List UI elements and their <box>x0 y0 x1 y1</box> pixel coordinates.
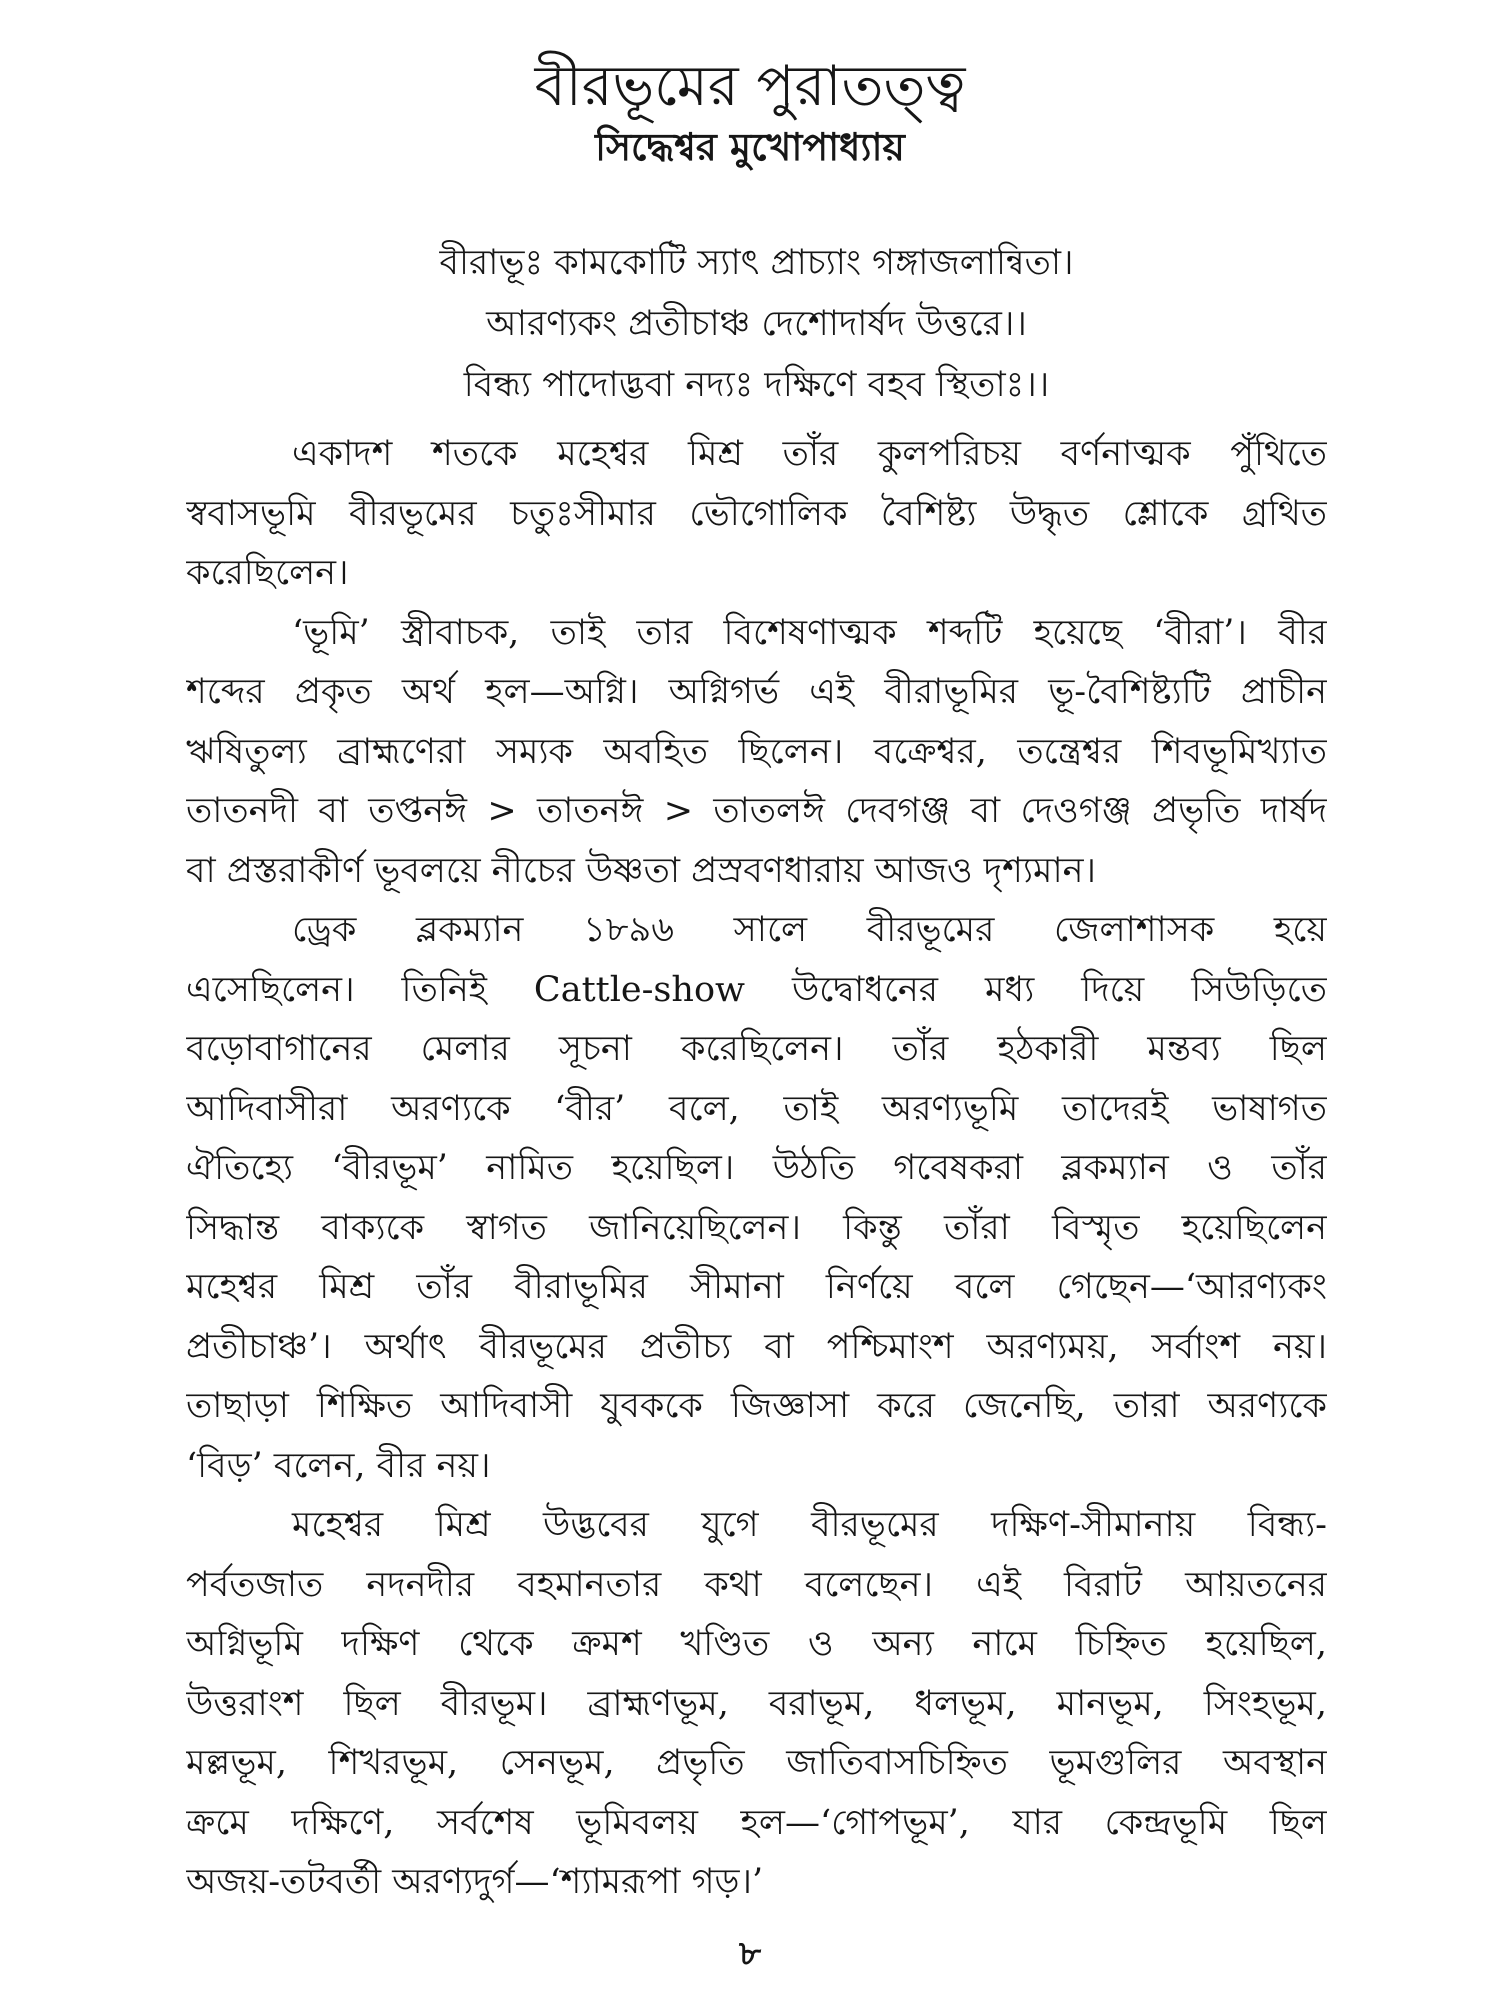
body-text <box>186 425 1327 1913</box>
paragraph <box>186 1496 1327 1913</box>
paragraph-line: ‘বিড়’ বলেন, বীর নয়। <box>186 1445 491 1486</box>
paragraph-line: তাছাড়া শিক্ষিত আদিবাসী যুবককে জিজ্ঞাসা করে জেনেছি, তারা অরণ্যকে <box>186 1386 1327 1426</box>
paragraph-line: ক্রমে দক্ষিণে, সর্বশেষ ভূমিবলয় হল—‘গোপভূম’, যার কেন্দ্রভূমি ছিল <box>186 1802 1327 1843</box>
paragraph-line: তাতনদী বা তপ্তনঈ > তাতনঈ > তাতলঈ দেবগঞ্জ বা দেওগঞ্জ প্রভৃতি দার্ষদ <box>186 791 1327 831</box>
paragraph-line: প্রতীচাঞ্চ’। অর্থাৎ বীরভূমের প্রতীচ্য বা পশ্চিমাংশ অরণ্যময়, সর্বাংশ নয়। <box>186 1326 1327 1367</box>
paragraph-line: একাদশ শতকে মহেশ্বর মিশ্র তাঁর কুলপরিচয় বর্ণনাত্মক পুঁথিতে <box>292 434 1327 474</box>
paragraph-line: পর্বতজাত নদনদীর বহমানতার কথা বলেছেন। এই বিরাট আয়তনের <box>186 1564 1327 1605</box>
author-name: সিদ্ধেশ্বর মুখোপাধ্যায় <box>595 124 905 169</box>
paragraph-line: এসেছিলেন। তিনিই Cattle-show উদ্বোধনের মধ্য দিয়ে সিউড়িতে <box>186 969 1327 1010</box>
paragraph-line: বা প্রস্তরাকীর্ণ ভূবলয়ে নীচের উষ্ণতা প্রস্রবণধারায় আজও দৃশ্যমান। <box>186 850 1097 891</box>
paragraph-line: অগ্নিভূমি দক্ষিণ থেকে ক্রমশ খণ্ডিত ও অন্য নামে চিহ্নিত হয়েছিল, <box>186 1624 1327 1664</box>
paragraph-line: ঋষিতুল্য ব্রাহ্মণেরা সম্যক অবহিত ছিলেন। বক্রেশ্বর, তন্ত্রেশ্বর শিবভূমিখ্যাত <box>186 731 1327 772</box>
verse-line: বিন্ধ্য পাদোদ্ভবা নদ্যঃ দক্ষিণে বহব স্থিতাঃ।। <box>463 365 1050 405</box>
paragraph-line: মল্লভূম, শিখরভূম, সেনভূম, প্রভৃতি জাতিবাসচিহ্নিত ভূমগুলির অবস্থান <box>186 1743 1327 1783</box>
verse-line: বীরাভূঃ কামকোটি স্যাৎ প্রাচ্যাং গঙ্গাজলান্বিতা। <box>439 243 1074 283</box>
paragraph <box>186 901 1327 1496</box>
paragraph <box>186 604 1327 902</box>
paragraph-line: অজয়-তটবর্তী অরণ্যদুর্গ—‘শ্যামরূপা গড়।’ <box>186 1862 764 1902</box>
page-number: ৮ <box>738 1934 762 1974</box>
paragraph-line: স্ববাসভূমি বীরভূমের চতুঃসীমার ভৌগোলিক বৈশিষ্ট্য উদ্ধৃত শ্লোকে গ্রথিত <box>186 493 1327 534</box>
paragraph-line: সিদ্ধান্ত বাক্যকে স্বাগত জানিয়েছিলেন। কিন্তু তাঁরা বিস্মৃত হয়েছিলেন <box>186 1207 1327 1248</box>
paragraph-line: উত্তরাংশ ছিল বীরভূম। ব্রাহ্মণভূম, বরাভূম, ধলভূম, মানভূম, সিংহভূম, <box>186 1683 1327 1724</box>
paragraph-line: শব্দের প্রকৃত অর্থ হল—অগ্নি। অগ্নিগর্ভ এই বীরাভূমির ভূ-বৈশিষ্ট্যটি প্রাচীন <box>186 672 1327 712</box>
paragraph-line: ‘ভূমি’ স্ত্রীবাচক, তাই তার বিশেষণাত্মক শব্দটি হয়েছে ‘বীরা’। বীর <box>292 612 1327 653</box>
paragraph-line: করেছিলেন। <box>186 553 349 593</box>
sanskrit-verse <box>186 233 1327 416</box>
paragraph-line: আদিবাসীরা অরণ্যকে ‘বীর’ বলে, তাই অরণ্যভূমি তাদেরই ভাষাগত <box>186 1088 1327 1129</box>
paragraph-line: বড়োবাগানের মেলার সূচনা করেছিলেন। তাঁর হঠকারী মন্তব্য ছিল <box>186 1029 1327 1069</box>
paragraph-line: ড্রেক ব্লকম্যান ১৮৯৬ সালে বীরভূমের জেলাশাসক হয়ে <box>292 910 1327 950</box>
page-title: বীরভূমের পুরাতত্ত্ব <box>534 53 966 119</box>
verse-line: আরণ্যকং প্রতীচাঞ্চ দেশোদার্ষদ উত্তরে।। <box>486 304 1027 344</box>
paragraph-line: ঐতিহ্যে ‘বীরভূম’ নামিত হয়েছিল। উঠতি গবেষকরা ব্লকম্যান ও তাঁর <box>186 1148 1327 1188</box>
paragraph-line: মহেশ্বর মিশ্র তাঁর বীরাভূমির সীমানা নির্ণয়ে বলে গেছেন—‘আরণ্যকং <box>186 1267 1327 1307</box>
paragraph-line: মহেশ্বর মিশ্র উদ্ভবের যুগে বীরভূমের দক্ষিণ-সীমানায় বিন্ধ্য- <box>292 1505 1327 1545</box>
paragraph <box>186 425 1327 604</box>
